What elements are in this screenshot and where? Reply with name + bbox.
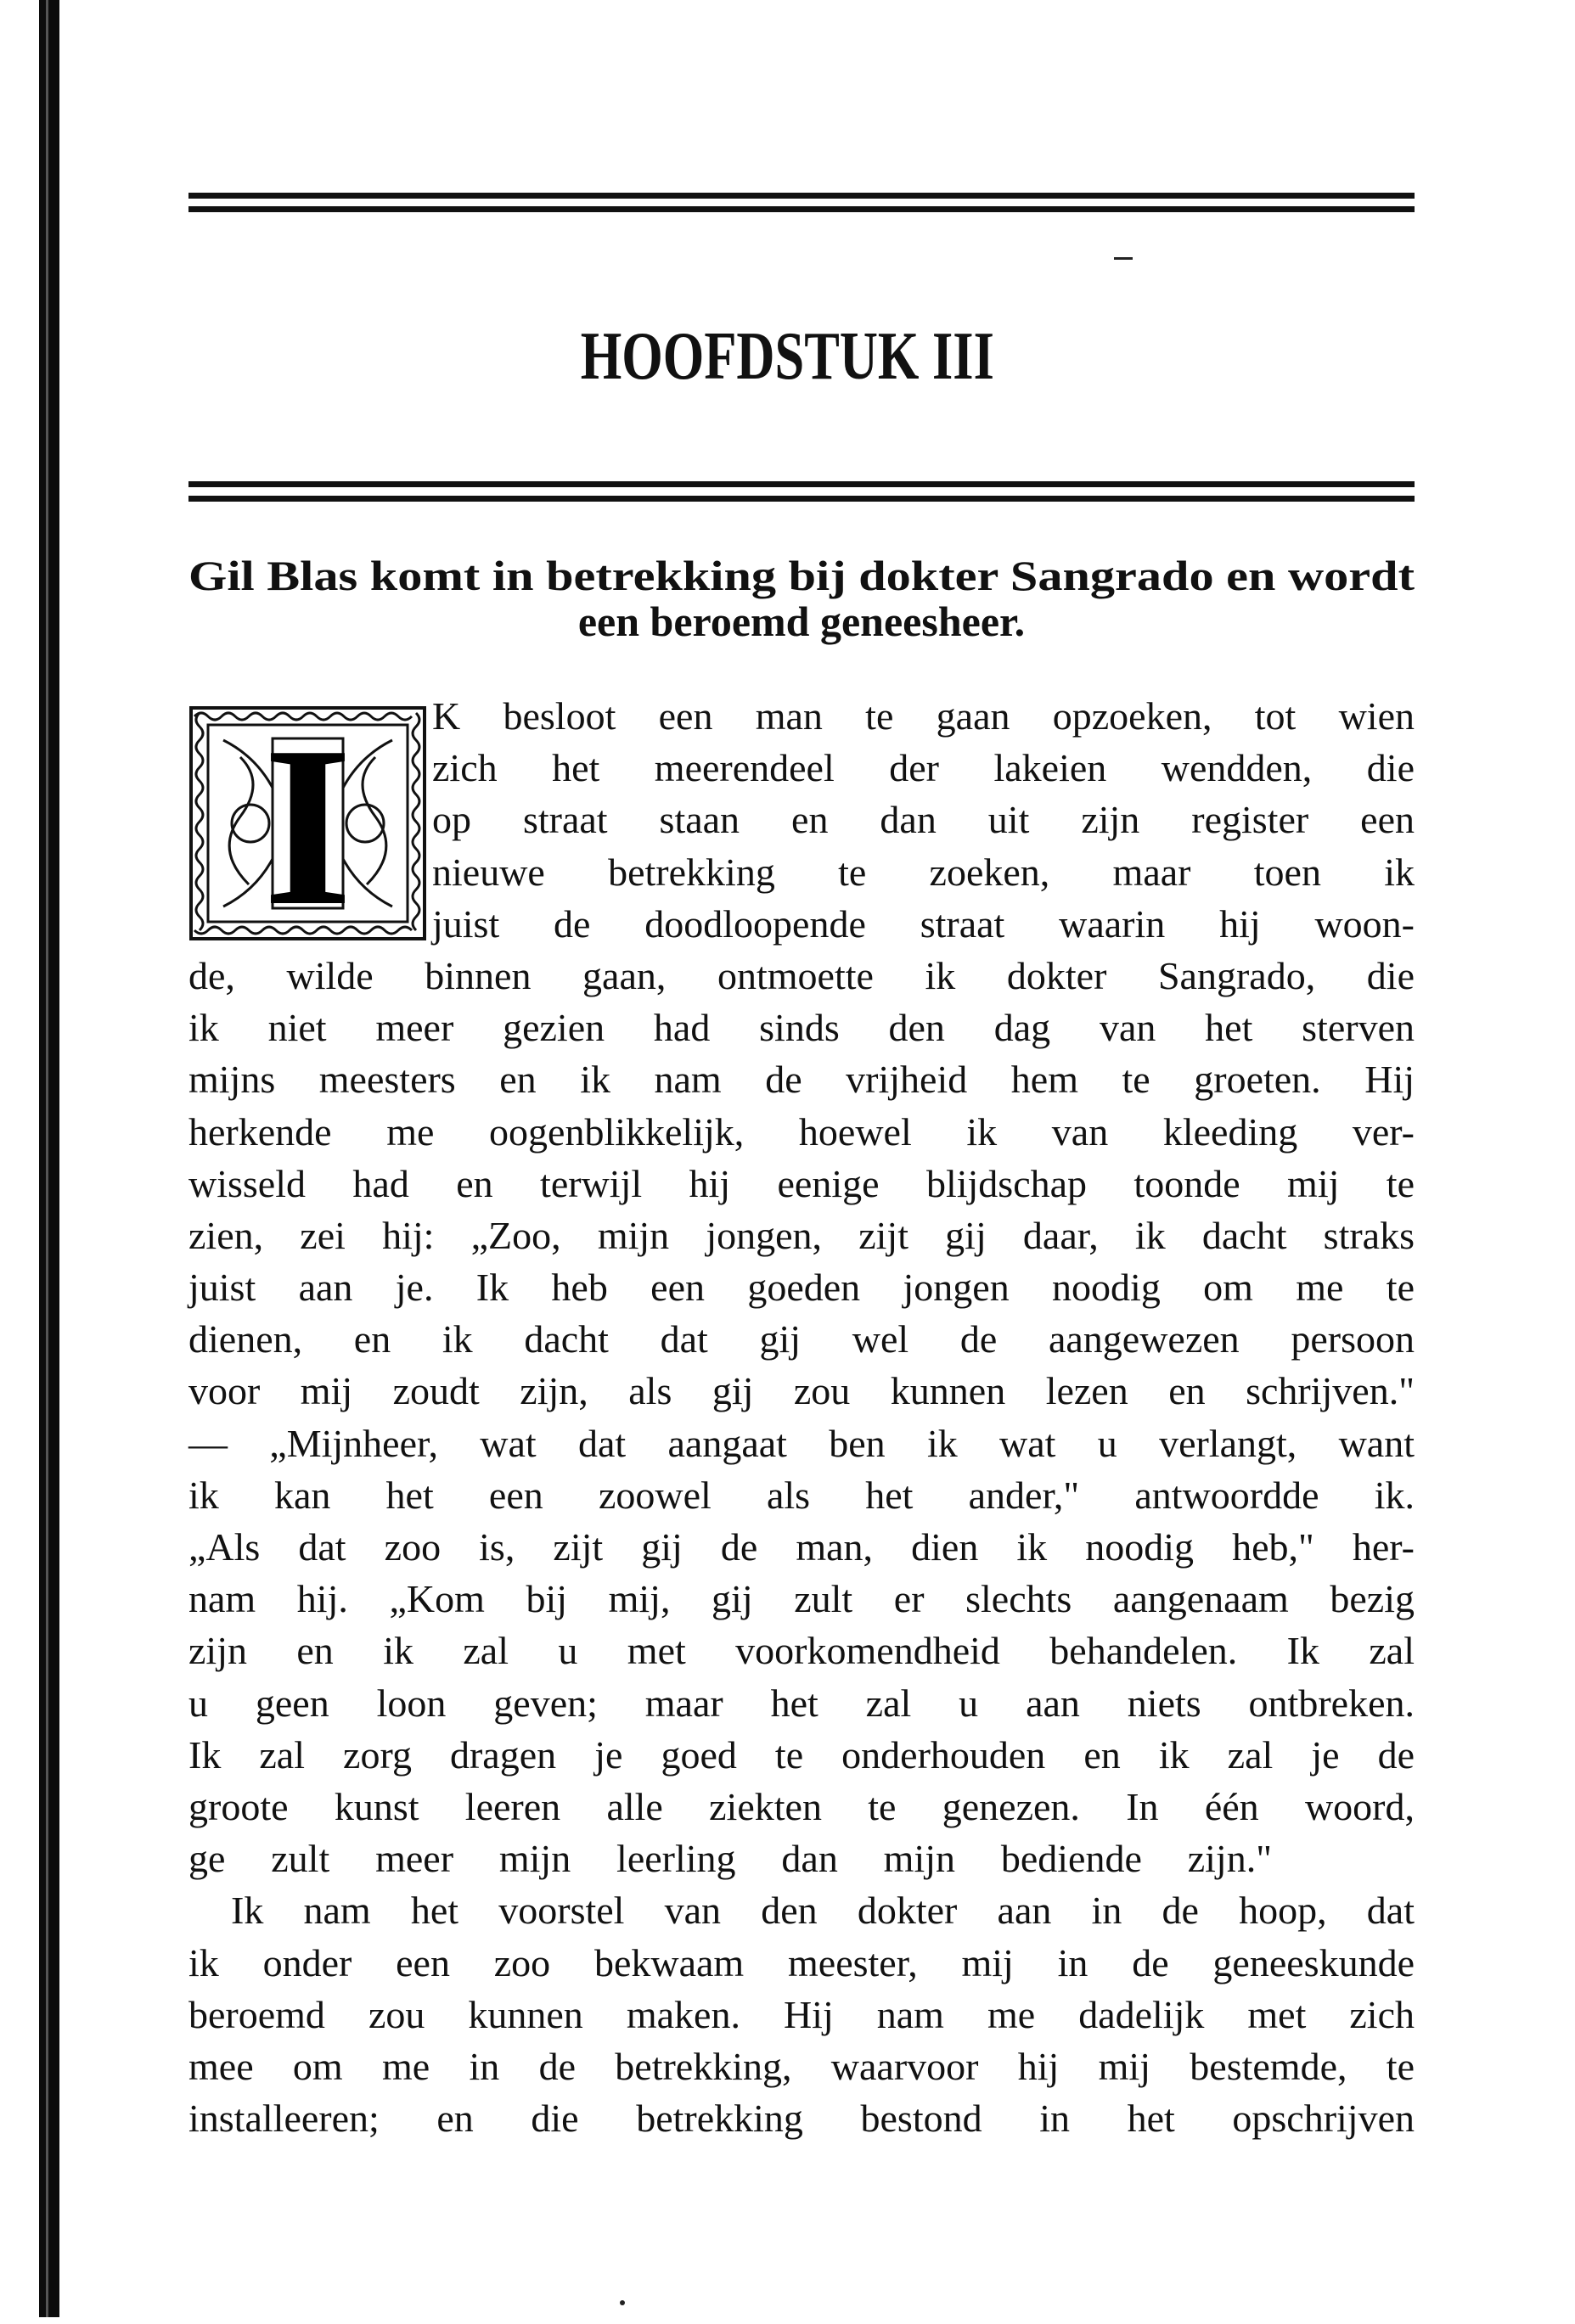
text-line: beroemd zou kunnen maken. Hij nam me dadelijk met zich	[188, 1992, 1415, 2036]
text-line: op straat staan en dan uit zijn register een	[432, 798, 1415, 842]
chapter-title-text: HOOFDSTUK III	[580, 319, 995, 394]
body-text	[188, 690, 1415, 2144]
text-line: juist de doodloopende straat waarin hij woon-	[432, 901, 1415, 946]
text-line: ge zult meer mijn leerling dan mijn bediende zijn."	[188, 1837, 1272, 1881]
text-line: zien, zei hij: „Zoo, mijn jongen, zijt gij daar, ik dacht straks	[188, 1213, 1415, 1257]
chapter-subtitle-line-1	[188, 550, 1415, 601]
text-line: juist aan je. Ik heb een goeden jongen noodig om me te	[188, 1266, 1415, 1310]
subtitle-text-2: een beroemd geneesheer.	[577, 598, 1026, 645]
subtitle-text-1: Gil Blas komt in betrekking bij dokter Sangrado en wordt	[188, 552, 1415, 599]
text-line: ik kan het een zoowel als het ander," antwoordde ik.	[188, 1473, 1415, 1517]
text-line: Ik nam het voorstel van den dokter aan in de hoop, dat	[231, 1889, 1415, 1933]
drop-cap-letter: I	[262, 706, 353, 940]
text-line: dienen, en ik dacht dat gij wel de aangewezen persoon	[188, 1317, 1415, 1361]
text-line: groote kunst leeren alle ziekten te genezen. In één woord,	[188, 1784, 1415, 1828]
text-line: ik onder een zoo bekwaam meester, mij in de geneeskunde	[188, 1940, 1415, 1984]
text-line: de, wilde binnen gaan, ontmoette ik dokter Sangrado, die	[188, 953, 1415, 997]
bottom-rule-lower	[188, 496, 1415, 502]
text-line: installeeren; en die betrekking bestond in het opschrijven	[188, 2097, 1415, 2141]
text-line: voor mij zoudt zijn, als gij zou kunnen lezen en schrijven."	[188, 1369, 1415, 1413]
text-line: zijn en ik zal u met voorkomendheid behandelen. Ik zal	[188, 1629, 1415, 1673]
text-line: „Als dat zoo is, zijt gij de man, dien ik noodig heb," her-	[188, 1525, 1415, 1569]
text-line: mijns meesters en ik nam de vrijheid hem te groeten. Hij	[188, 1058, 1415, 1102]
ink-speck	[1114, 257, 1133, 260]
text-line: Ik zal zorg dragen je goed te onderhouden en ik zal je de	[188, 1732, 1415, 1777]
text-line: zich het meerendeel der lakeien wendden, die	[432, 746, 1415, 790]
text-line: K besloot een man te gaan opzoeken, tot wien	[432, 694, 1415, 738]
text-line: nieuwe betrekking te zoeken, maar toen ik	[432, 850, 1415, 894]
ink-dot	[620, 2300, 625, 2305]
top-rule-lower	[188, 206, 1415, 212]
text-line: wisseld had en terwijl hij eenige blijdschap toonde mij te	[188, 1161, 1415, 1205]
text-line: herkende me oogenblikkelijk, hoewel ik van kleeding ver-	[188, 1109, 1415, 1154]
text-line: — „Mijnheer, wat dat aangaat ben ik wat u verlangt, want	[188, 1421, 1415, 1465]
bottom-rule-upper	[188, 481, 1415, 487]
top-rule-upper	[188, 193, 1415, 199]
text-line: nam hij. „Kom bij mij, gij zult er slechts aangenaam bezig	[188, 1577, 1415, 1621]
chapter-subtitle-line-2	[188, 596, 1415, 647]
text-line: mee om me in de betrekking, waarvoor hij mij bestemde, te	[188, 2044, 1415, 2088]
chapter-title	[0, 316, 1575, 397]
text-line: u geen loon geven; maar het zal u aan niets ontbreken.	[188, 1681, 1415, 1725]
text-line: ik niet meer gezien had sinds den dag van het sterven	[188, 1006, 1415, 1050]
